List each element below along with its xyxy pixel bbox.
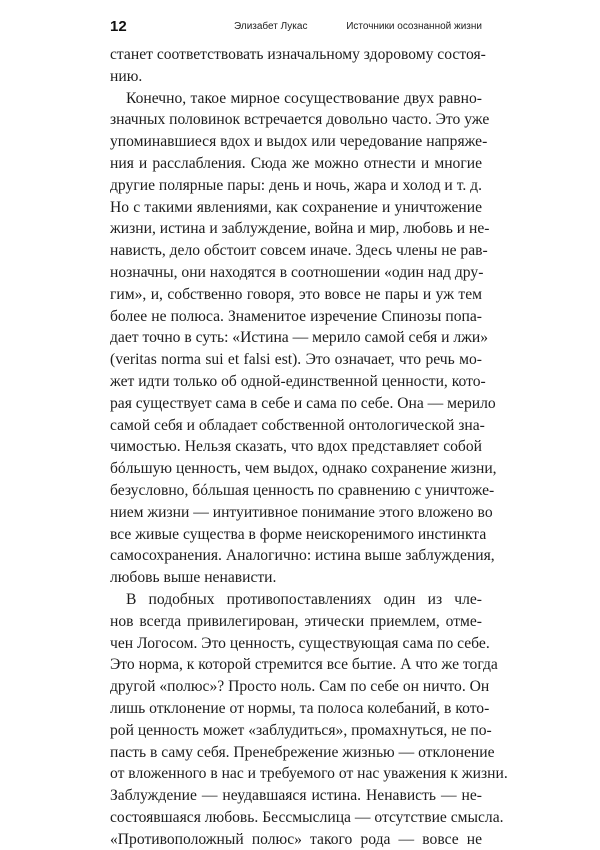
text-line: упоминавшиеся вдох и выдох или чередование напряже-: [110, 133, 488, 151]
text-line: Это норма, к которой стремится все бытие. А что же тогда: [110, 656, 498, 674]
text-line: любовь выше ненависти.: [110, 569, 277, 587]
text-line: нием жизни — интуитивное понимание этого вложено во: [110, 503, 493, 521]
text-line: станет соответствовать изначальному здоровому состоя-: [110, 46, 486, 63]
body-text: [110, 44, 508, 850]
text-line: другой «полюс»? Просто ноль. Сам по себе он ничто. Он: [110, 678, 490, 696]
text-line: нию.: [110, 67, 143, 85]
text-line: более не полюса. Знаменитое изречение Спинозы попа-: [110, 307, 482, 325]
text-line: (veritas norma sui et falsi est). Это означает, что речь мо-: [110, 351, 482, 369]
paragraph-first-line: В подобных противопоставлениях один из чле-: [126, 590, 482, 608]
running-header-author: Элизабет Лукас: [234, 21, 308, 32]
text-line: ния и расслабления. Сюда же можно отнести и многие: [110, 154, 482, 172]
text-line: Заблуждение — неудавшаяся истина. Ненависть — не-: [110, 787, 482, 805]
text-line: рой ценность может «заблудиться», промахнуться, не по-: [110, 721, 492, 739]
text-line: бóльшую ценность, чем выдох, однако сохранение жизни,: [110, 460, 497, 478]
text-line: дает точно в суть: «Истина — мерило самой себя и лжи»: [110, 329, 489, 347]
text-line: нависть, дело обстоит совсем иначе. Здесь члены не рав-: [110, 242, 488, 260]
text-line: гим», и, собственно говоря, это вовсе не пары и уж тем: [110, 285, 482, 303]
running-header-book-title: Источники осознанной жизни: [346, 21, 482, 32]
text-line: от вложенного в нас и требуемого от нас уважения к жизни.: [110, 765, 508, 783]
text-line: нозначны, они находятся в соотношении «один над дру-: [110, 263, 484, 281]
text-line: самосохранения. Аналогично: истина выше заблуждения,: [110, 547, 495, 565]
text-line: безусловно, бóльшая ценность по сравнению с уничтоже-: [110, 481, 495, 499]
text-line: жет идти только об одной-единственной ценности, кото-: [110, 372, 486, 390]
text-line: жизни, истина и заблуждение, война и мир, любовь и не-: [110, 220, 490, 238]
text-line: чен Логосом. Это ценность, существующая сама по себе.: [110, 634, 490, 652]
text-line: состоявшаяся любовь. Бессмыслица — отсутствие смысла.: [110, 808, 504, 826]
text-line: другие полярные пары: день и ночь, жара и холод и т. д.: [110, 176, 482, 194]
text-line: значных половинок встречается довольно часто. Это уже: [110, 111, 490, 129]
text-line: лишь отклонение от нормы, та полоса колебаний, в кото-: [110, 699, 490, 717]
text-line: Но с такими явлениями, как сохранение и уничтожение: [110, 198, 482, 216]
text-line: все живые существа в форме неискоренимого инстинкта: [110, 525, 487, 543]
text-line: рая существует сама в себе и сама по себе. Она — мерило: [110, 394, 496, 412]
text-line: «Противоположный полюс» такого рода — вовсе не: [110, 830, 482, 848]
text-line: самой себя и обладает собственной онтологической зна-: [110, 416, 485, 434]
text-line: пасть в саму себя. Пренебрежение жизнью — отклонение: [110, 743, 495, 761]
paragraph-first-line: Конечно, такое мирное сосуществование двух равно-: [126, 89, 482, 107]
running-header: [110, 18, 482, 40]
text-line: чимостью. Нельзя сказать, что вдох представляет собой: [110, 438, 482, 456]
page-number: 12: [110, 18, 127, 35]
text-line: нов всегда привилегирован, этически приемлем, отме-: [110, 612, 482, 630]
